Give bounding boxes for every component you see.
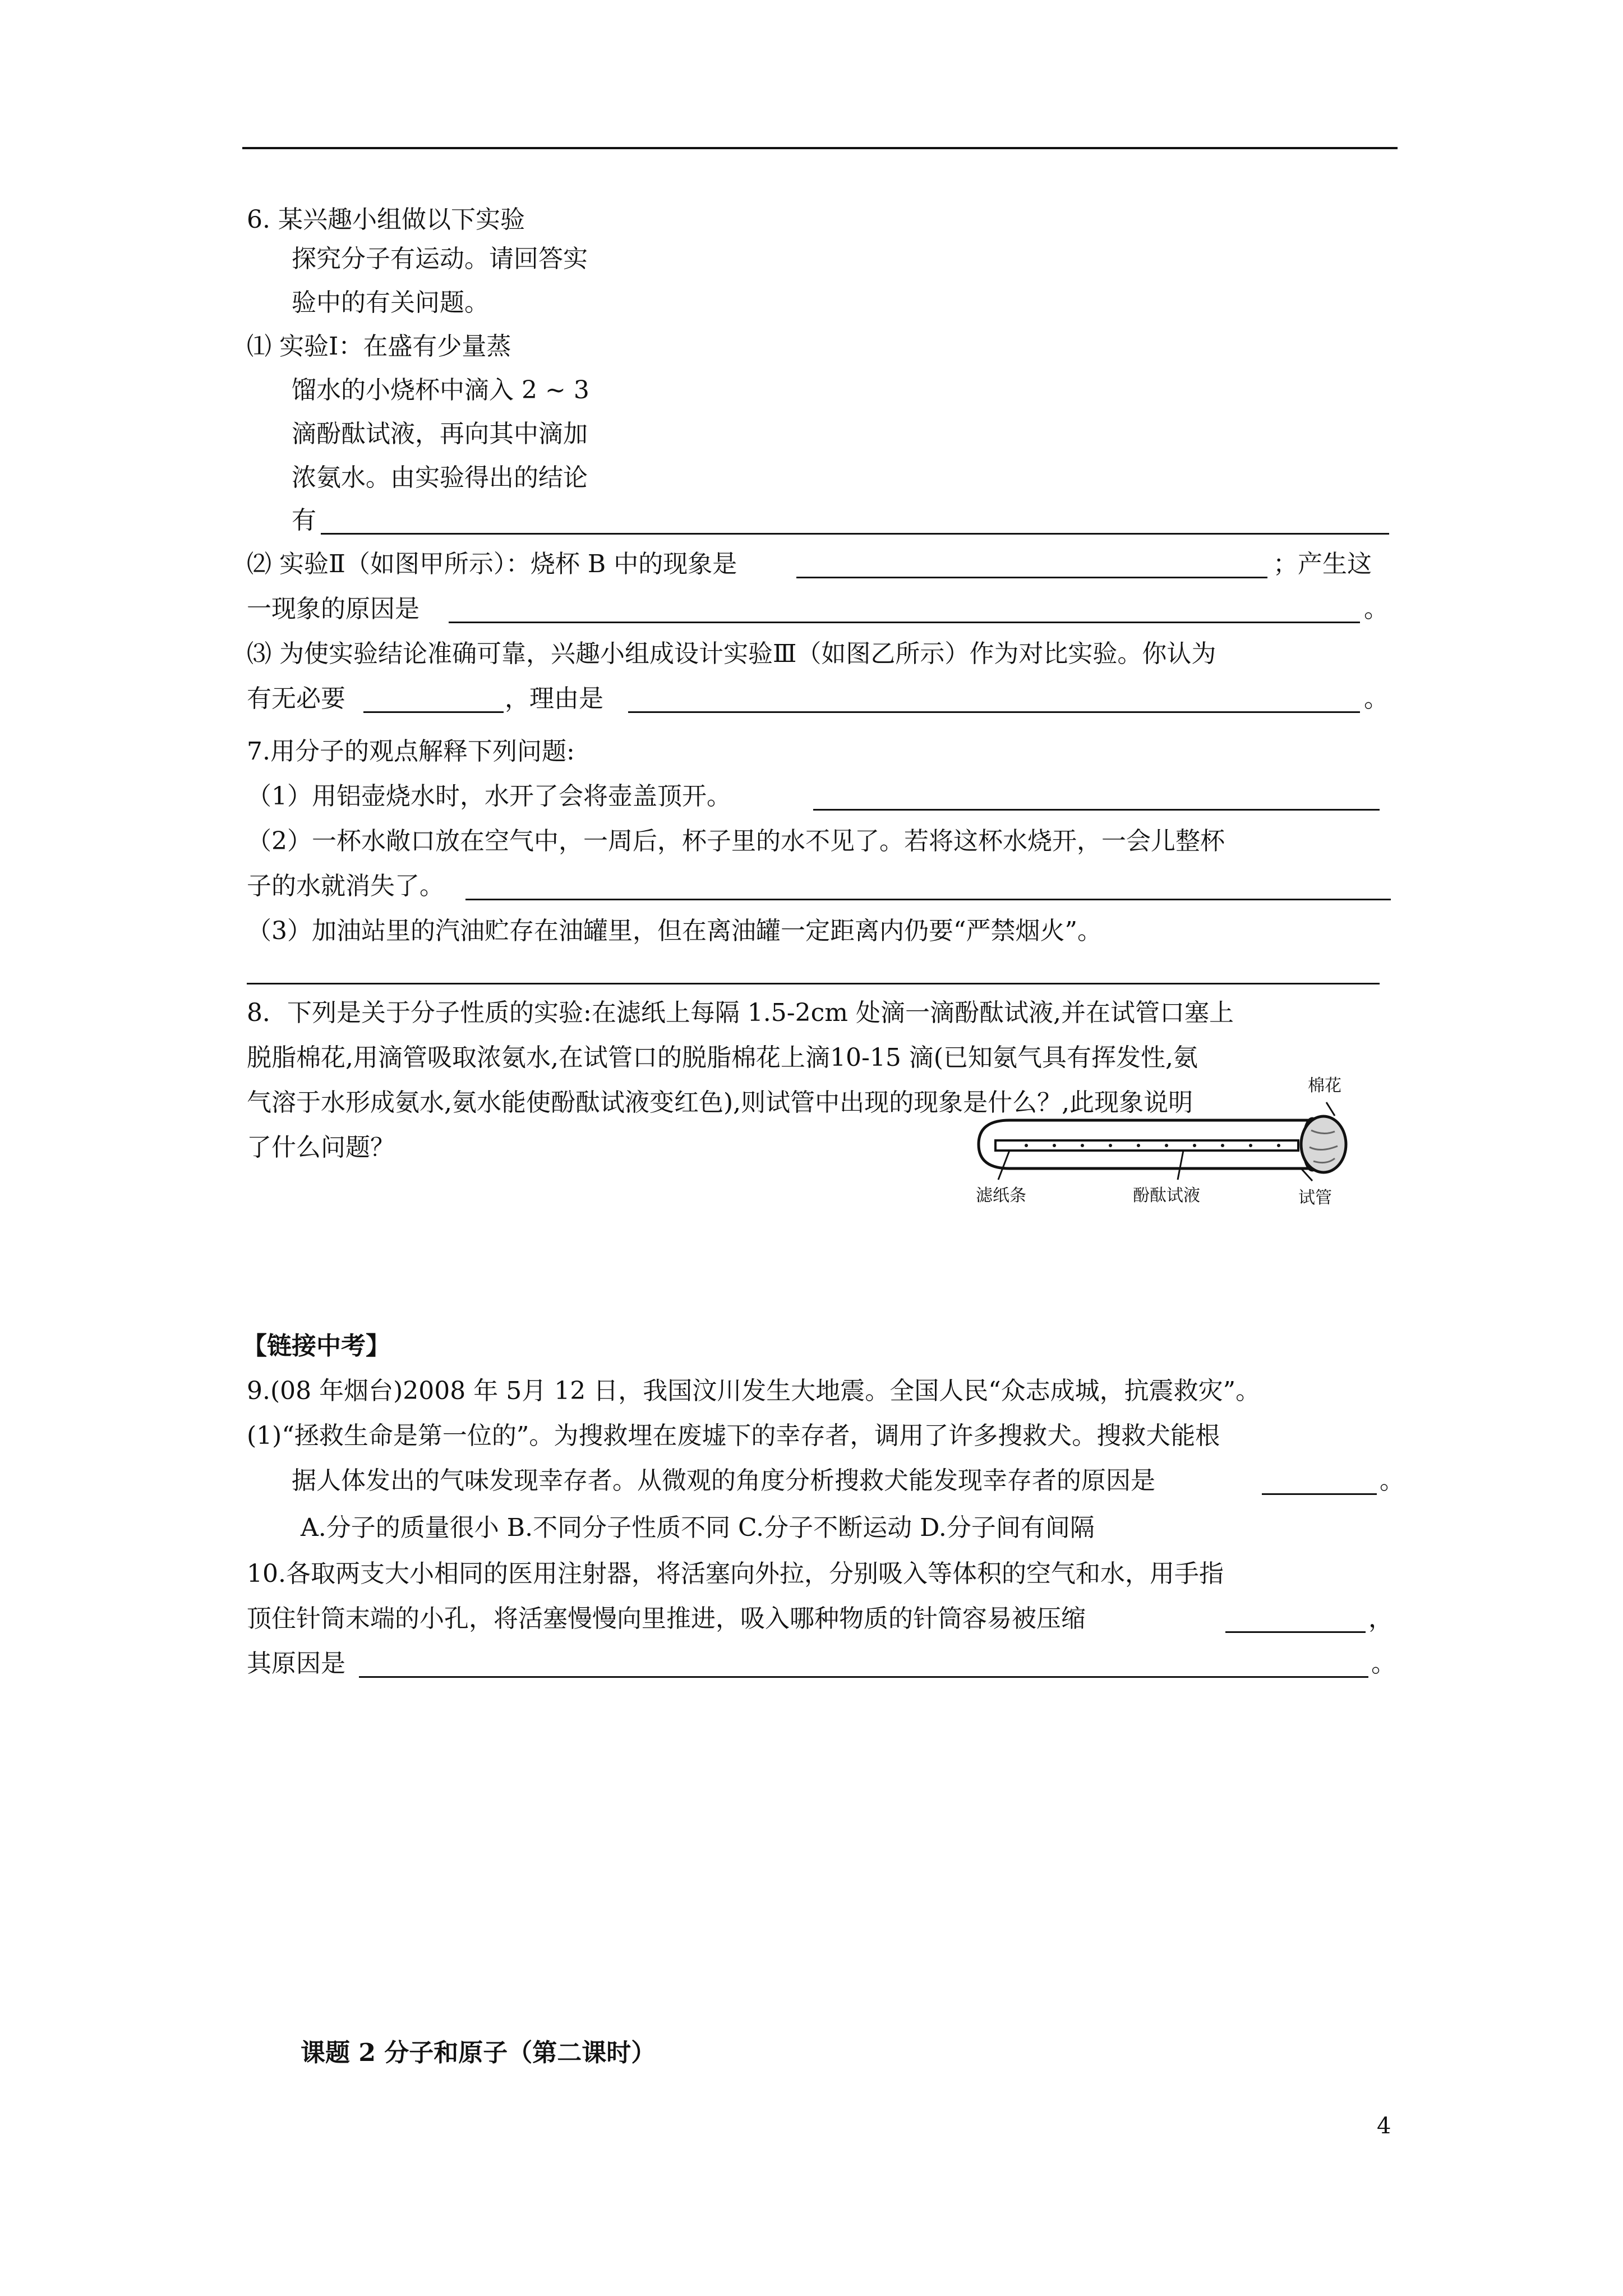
q6-part3-mid: ，理由是 — [505, 684, 603, 713]
q6-part1-line-2: 馏水的小烧杯中滴入 2 ~ 3 — [292, 376, 589, 404]
q6-part2-line-1: ⑵ 实验Ⅱ（如图甲所示）：烧杯 B 中的现象是 — [247, 550, 737, 578]
label-cotton: 棉花 — [1308, 1076, 1341, 1096]
answer-blank-q7-2[interactable] — [465, 899, 1391, 900]
q6-part1-line-5: 有 — [292, 506, 316, 535]
q10-line-3-end: 。 — [1371, 1649, 1396, 1678]
answer-blank-q6-3b[interactable] — [628, 711, 1360, 713]
q6-part3-end: 。 — [1364, 684, 1389, 713]
q6-part3-line-1: ⑶ 为使实验结论准确可靠，兴趣小组成设计实验Ⅲ（如图乙所示）作为对比实验。你认为 — [247, 639, 1216, 668]
q6-line-2: 探究分子有运动。请回答实 — [292, 245, 588, 273]
q7-sub-2-line-2: 子的水就消失了。 — [247, 872, 444, 900]
answer-blank-q7-1[interactable] — [813, 809, 1380, 811]
q10-line-2: 顶住针筒末端的小孔，将活塞慢慢向里推进，吸入哪种物质的针筒容易被压缩 — [247, 1604, 1086, 1633]
label-phenolphthalein: 酚酞试液 — [1133, 1186, 1200, 1205]
q6-part1-line-3: 滴酚酞试液，再向其中滴加 — [292, 420, 588, 448]
label-filter-paper: 滤纸条 — [976, 1186, 1026, 1205]
page-number: 4 — [1377, 2113, 1391, 2139]
q8-line-4: 了什么问题？ — [247, 1133, 395, 1162]
q9-line-3: 据人体发出的气味发现幸存者。从微观的角度分析搜救犬能发现幸存者的原因是 — [292, 1466, 1155, 1495]
q6-line-3: 验中的有关问题。 — [292, 288, 489, 317]
q9-options: A.分子的质量很小 B.不同分子性质不同 C.分子不断运动 D.分子间有间隔 — [301, 1513, 1095, 1542]
answer-blank-q6-3a[interactable] — [363, 711, 504, 713]
q9-line-2: (1)“拯救生命是第一位的”。为搜救埋在废墟下的幸存者，调用了许多搜救犬。搜救犬能根 — [247, 1421, 1220, 1450]
q7-title: 7.用分子的观点解释下列问题: — [247, 737, 575, 766]
answer-blank-q6-2b[interactable] — [449, 622, 1360, 623]
q6-line-1: 6. 某兴趣小组做以下实验 — [247, 205, 525, 234]
q6-part2-end: 。 — [1364, 595, 1389, 623]
answer-blank-q6-1[interactable] — [321, 533, 1389, 535]
q8-line-3: 气溶于水形成氨水,氨水能使酚酞试液变红色),则试管中出现的现象是什么？,此现象说明 — [247, 1088, 1193, 1117]
q8-line-1: 8．下列是关于分子性质的实验:在滤纸上每隔 1.5-2cm 处滴一滴酚酞试液,并在试管口塞上 — [247, 999, 1234, 1027]
next-lesson-title: 课题 2 分子和原子（第二课时） — [301, 2039, 656, 2067]
answer-blank-q10-1[interactable] — [1225, 1631, 1366, 1633]
q7-sub-3: （3）加油站里的汽油贮存在油罐里，但在离油罐一定距离内仍要“严禁烟火”。 — [247, 917, 1102, 945]
q10-line-3: 其原因是 — [247, 1649, 345, 1678]
answer-blank-q6-2a[interactable] — [796, 577, 1267, 578]
q6-part3-line-2: 有无必要 — [247, 684, 345, 713]
answer-blank-q7-3[interactable] — [247, 983, 1380, 984]
q9-line-3-end: 。 — [1380, 1466, 1404, 1495]
q10-line-2-end: ， — [1368, 1604, 1393, 1633]
q7-sub-2-line-1: （2）一杯水敞口放在空气中，一周后，杯子里的水不见了。若将这杯水烧开，一会儿整杯 — [247, 827, 1225, 855]
section-title: 【链接中考】 — [242, 1332, 390, 1360]
q6-part1-line-1: ⑴ 实验Ⅰ：在盛有少量蒸 — [247, 332, 511, 361]
q6-part2-line-2: 一现象的原因是 — [247, 595, 419, 623]
q8-line-2: 脱脂棉花,用滴管吸取浓氨水,在试管口的脱脂棉花上滴10-15 滴(已知氨气具有挥发性,氨 — [247, 1043, 1198, 1072]
filter-paper-strip — [995, 1140, 1298, 1151]
q6-part1-line-4: 浓氨水。由实验得出的结论 — [292, 463, 588, 492]
header-rule — [242, 147, 1398, 149]
answer-blank-q9[interactable] — [1262, 1493, 1377, 1495]
q9-line-1: 9.(08 年烟台)2008 年 5月 12 日，我国汶川发生大地震。全国人民“众志成城，抗震救灾”。 — [247, 1377, 1261, 1405]
q7-sub-1: （1）用铝壶烧水时，水开了会将壶盖顶开。 — [247, 782, 731, 811]
q6-part2-suffix: ；产生这 — [1273, 550, 1372, 578]
cotton-plug — [1301, 1116, 1346, 1172]
q10-line-1: 10.各取两支大小相同的医用注射器，将活塞向外拉，分别吸入等体积的空气和水，用手指 — [247, 1559, 1224, 1588]
test-tube-figure — [965, 1069, 1357, 1248]
answer-blank-q10-2[interactable] — [359, 1676, 1368, 1678]
label-test-tube: 试管 — [1298, 1188, 1332, 1208]
